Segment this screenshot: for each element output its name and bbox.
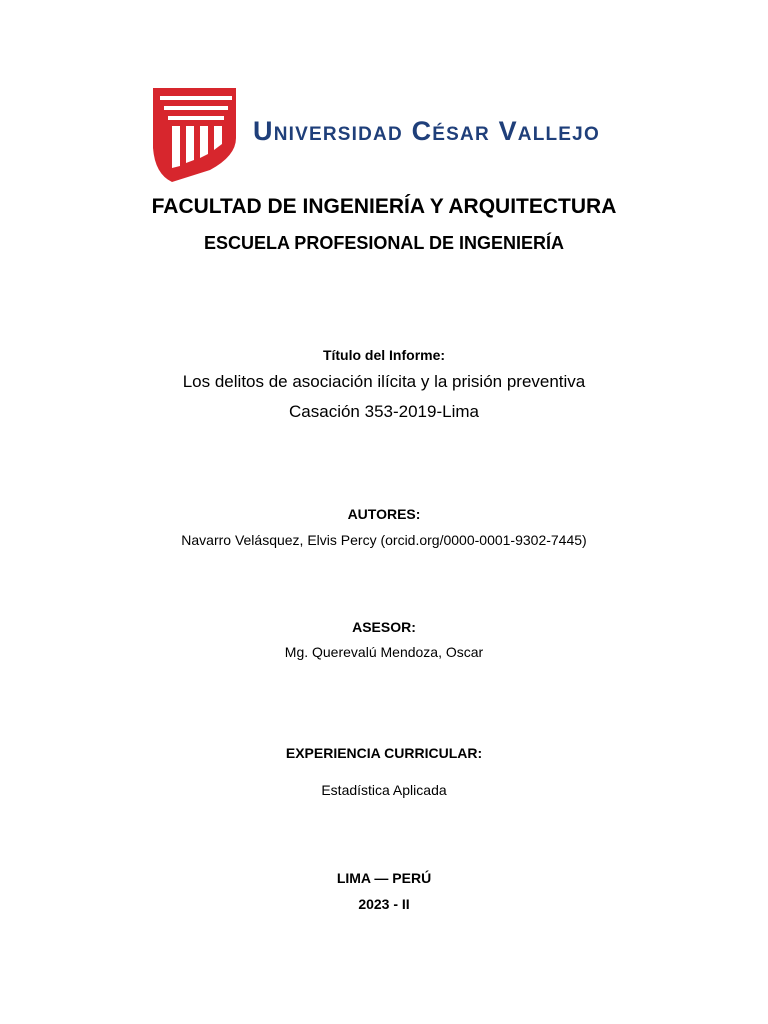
report-title-line1: Los delitos de asociación ilícita y la prisión preventiva: [182, 372, 586, 391]
authors-label: AUTORES:: [347, 506, 421, 522]
shield-logo-icon: [150, 86, 240, 184]
course-value: Estadística Aplicada: [321, 782, 447, 798]
school-title: ESCUELA PROFESIONAL DE INGENIERÍA: [203, 233, 565, 253]
advisor-value: Mg. Querevalú Mendoza, Oscar: [284, 644, 484, 660]
authors-value: Navarro Velásquez, Elvis Percy (orcid.org/0000-0001-9302-7445): [181, 532, 587, 548]
year-text: 2023 - II: [358, 896, 410, 912]
course-label: EXPERIENCIA CURRICULAR:: [285, 745, 483, 761]
university-logo: [150, 86, 620, 184]
university-name: Universidad César Vallejo: [253, 116, 600, 146]
advisor-label: ASESOR:: [352, 619, 416, 635]
faculty-title: FACULTAD DE INGENIERÍA Y ARQUITECTURA: [151, 195, 617, 218]
place-text: LIMA — PERÚ: [336, 870, 432, 886]
report-title-label: Título del Informe:: [322, 347, 446, 363]
report-title-line2: Casación 353-2019-Lima: [289, 402, 479, 421]
